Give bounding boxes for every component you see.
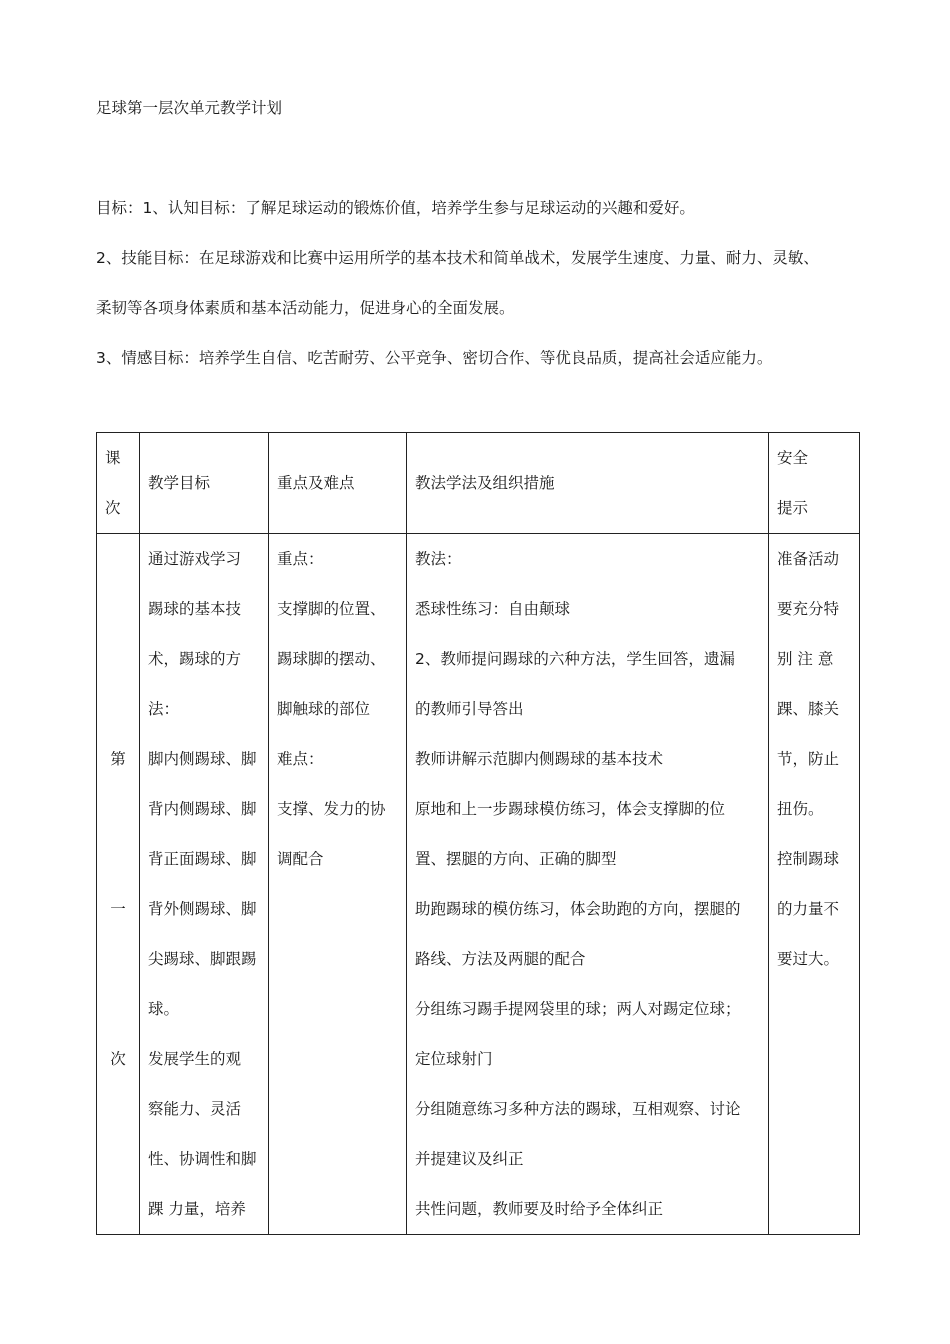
header-safety — [769, 433, 860, 534]
keypoints-cell — [269, 534, 407, 1235]
header-objective: 教学目标 — [140, 433, 269, 534]
objective-line: 尖踢球、脚跟踢 — [148, 950, 257, 968]
objective-line: 性、协调性和脚 — [148, 1150, 257, 1168]
methods-line: 路线、方法及两腿的配合 — [415, 950, 586, 968]
safety-line: 扭伤。 — [777, 800, 824, 818]
safety-line: 别 注 意 — [777, 650, 834, 668]
objective-line: 踝 力量，培养 — [148, 1200, 246, 1218]
safety-line: 要充分特 — [777, 600, 840, 618]
objective-line: 脚内侧踢球、脚 — [148, 750, 257, 768]
methods-line: 悉球性练习：自由颠球 — [415, 600, 571, 618]
objective-line: 察能力、灵活 — [148, 1100, 242, 1118]
methods-line: 2、教师提问踢球的六种方法，学生回答，遗漏 — [415, 650, 735, 668]
teaching-plan-table — [96, 432, 860, 1235]
keypoints-line: 支撑脚的位置、 — [277, 600, 386, 618]
methods-cell — [407, 534, 769, 1235]
objective-line: 背内侧踢球、脚 — [148, 800, 257, 818]
keypoints-line: 重点： — [277, 550, 324, 568]
objective-line: 通过游戏学习 — [148, 550, 242, 568]
goal-skill-line1: 2、技能目标：在足球游戏和比赛中运用所学的基本技术和简单战术，发展学生速度、力量、耐力、灵敏、 — [96, 249, 819, 267]
methods-line: 分组练习踢手提网袋里的球；两人对踢定位球； — [415, 1000, 741, 1018]
header-safety-line: 安全 — [777, 449, 809, 467]
objective-line: 背正面踢球、脚 — [148, 850, 257, 868]
safety-line: 要过大。 — [777, 950, 840, 968]
safety-line: 踝、膝关 — [777, 700, 840, 718]
header-lesson-line: 课 — [105, 449, 121, 467]
table-header-row — [97, 433, 860, 534]
header-keypoints: 重点及难点 — [269, 433, 407, 534]
keypoints-line: 脚触球的部位 — [277, 700, 371, 718]
keypoints-line: 踢球脚的摆动、 — [277, 650, 386, 668]
header-methods: 教法学法及组织措施 — [407, 433, 769, 534]
safety-line: 准备活动 — [777, 550, 840, 568]
methods-line: 的教师引导答出 — [415, 700, 524, 718]
header-lesson — [97, 433, 140, 534]
methods-line: 分组随意练习多种方法的踢球，互相观察、讨论 — [415, 1100, 741, 1118]
header-safety-line: 提示 — [777, 499, 809, 517]
objective-cell — [140, 534, 269, 1235]
safety-line: 节，防止 — [777, 750, 840, 768]
keypoints-line: 调配合 — [277, 850, 324, 868]
methods-line: 置、摆腿的方向、正确的脚型 — [415, 850, 617, 868]
objective-line: 踢球的基本技 — [148, 600, 242, 618]
keypoints-line: 难点： — [277, 750, 324, 768]
methods-line: 助跑踢球的模仿练习，体会助跑的方向，摆腿的 — [415, 900, 741, 918]
methods-line: 教法： — [415, 550, 462, 568]
methods-line: 并提建议及纠正 — [415, 1150, 524, 1168]
goal-affective: 3、情感目标：培养学生自信、吃苦耐劳、公平竞争、密切合作、等优良品质，提高社会适应能力。 — [96, 349, 773, 367]
objective-line: 术，踢球的方 — [148, 650, 242, 668]
goal-skill-line2: 柔韧等各项身体素质和基本活动能力，促进身心的全面发展。 — [96, 299, 515, 317]
goal-cognitive: 目标：1、认知目标：了解足球运动的锻炼价值，培养学生参与足球运动的兴趣和爱好。 — [96, 199, 695, 217]
header-lesson-line: 次 — [105, 499, 121, 517]
methods-line: 共性问题，教师要及时给予全体纠正 — [415, 1200, 664, 1218]
safety-cell — [769, 534, 860, 1235]
keypoints-line: 支撑、发力的协 — [277, 800, 386, 818]
lesson-cell — [97, 534, 140, 1235]
lesson-char: 次 — [110, 1050, 126, 1068]
objective-line: 发展学生的观 — [148, 1050, 242, 1068]
lesson-char: 一 — [110, 900, 126, 918]
objective-line: 背外侧踢球、脚 — [148, 900, 257, 918]
document-title: 足球第一层次单元教学计划 — [96, 99, 283, 117]
objective-line: 球。 — [148, 1000, 180, 1018]
methods-line: 原地和上一步踢球模仿练习，体会支撑脚的位 — [415, 800, 726, 818]
methods-line: 教师讲解示范脚内侧踢球的基本技术 — [415, 750, 664, 768]
safety-line: 的力量不 — [777, 900, 840, 918]
methods-line: 定位球射门 — [415, 1050, 493, 1068]
lesson-char: 第 — [110, 750, 126, 768]
safety-line: 控制踢球 — [777, 850, 840, 868]
objective-line: 法： — [148, 700, 180, 718]
table-row — [97, 534, 860, 1235]
